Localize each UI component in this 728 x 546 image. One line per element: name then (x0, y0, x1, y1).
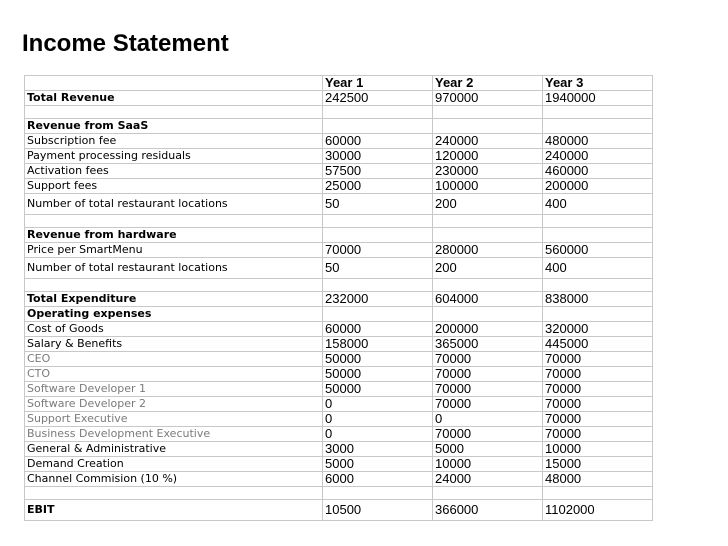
row-value-year-3: 838000 (543, 292, 653, 307)
row-value-year-2: 24000 (433, 472, 543, 487)
row-value-year-3: 460000 (543, 164, 653, 179)
table-row (25, 179, 653, 194)
row-label: Demand Creation (25, 457, 323, 472)
row-value-year-2: 240000 (433, 134, 543, 149)
table-row (25, 149, 653, 164)
row-label: CTO (25, 367, 323, 382)
row-value-year-3: 10000 (543, 442, 653, 457)
row-label: Business Development Executive (25, 427, 323, 442)
header-cell-label (25, 76, 323, 91)
row-value-year-1: 6000 (323, 472, 433, 487)
row-label: Number of total restaurant locations (25, 258, 323, 279)
row-value-year-1: 30000 (323, 149, 433, 164)
row-label: Salary & Benefits (25, 337, 323, 352)
row-value-year-3: 400 (543, 258, 653, 279)
header-row (25, 76, 653, 91)
row-value-year-3: 70000 (543, 352, 653, 367)
row-value-year-3: 70000 (543, 397, 653, 412)
row-value-year-2 (433, 228, 543, 243)
row-value-year-1: 0 (323, 427, 433, 442)
row-value-year-3: 445000 (543, 337, 653, 352)
row-value-year-1: 57500 (323, 164, 433, 179)
row-value-year-3: 15000 (543, 457, 653, 472)
table-row (25, 307, 653, 322)
row-value-year-1: 0 (323, 397, 433, 412)
row-value-year-2 (433, 279, 543, 292)
row-value-year-1: 232000 (323, 292, 433, 307)
row-value-year-3 (543, 307, 653, 322)
row-label: Number of total restaurant locations (25, 194, 323, 215)
table-row (25, 164, 653, 179)
table-row (25, 472, 653, 487)
row-value-year-3 (543, 106, 653, 119)
row-value-year-2: 10000 (433, 457, 543, 472)
row-value-year-1: 0 (323, 412, 433, 427)
row-label: Payment processing residuals (25, 149, 323, 164)
row-label: Software Developer 2 (25, 397, 323, 412)
row-value-year-1: 70000 (323, 243, 433, 258)
row-value-year-3: 1940000 (543, 91, 653, 106)
table-row-blank (25, 279, 653, 292)
row-value-year-1: 158000 (323, 337, 433, 352)
row-label: Cost of Goods (25, 322, 323, 337)
row-value-year-3: 70000 (543, 382, 653, 397)
row-value-year-2 (433, 106, 543, 119)
row-value-year-1: 60000 (323, 322, 433, 337)
table-row-blank (25, 487, 653, 500)
table-row (25, 337, 653, 352)
row-label (25, 487, 323, 500)
row-value-year-2: 366000 (433, 500, 543, 521)
row-label (25, 215, 323, 228)
row-value-year-3: 320000 (543, 322, 653, 337)
table-row-blank (25, 106, 653, 119)
table-row (25, 228, 653, 243)
row-value-year-1 (323, 279, 433, 292)
table-row-blank (25, 215, 653, 228)
row-value-year-2: 200 (433, 258, 543, 279)
row-value-year-3: 70000 (543, 412, 653, 427)
row-value-year-2: 970000 (433, 91, 543, 106)
row-value-year-1 (323, 307, 433, 322)
row-value-year-2: 70000 (433, 397, 543, 412)
row-label: Operating expenses (25, 307, 323, 322)
row-label: Support fees (25, 179, 323, 194)
row-value-year-1: 50000 (323, 352, 433, 367)
header-cell-year-2: Year 2 (433, 76, 543, 91)
row-label: Support Executive (25, 412, 323, 427)
row-value-year-1: 25000 (323, 179, 433, 194)
table-row (25, 119, 653, 134)
row-label: Total Expenditure (25, 292, 323, 307)
row-value-year-2 (433, 119, 543, 134)
row-value-year-2: 365000 (433, 337, 543, 352)
row-label: Revenue from SaaS (25, 119, 323, 134)
row-value-year-1: 3000 (323, 442, 433, 457)
row-label (25, 106, 323, 119)
row-value-year-2: 200 (433, 194, 543, 215)
row-value-year-2: 70000 (433, 382, 543, 397)
row-value-year-2: 280000 (433, 243, 543, 258)
row-value-year-3: 70000 (543, 427, 653, 442)
row-value-year-1: 5000 (323, 457, 433, 472)
row-value-year-3: 70000 (543, 367, 653, 382)
row-label: Price per SmartMenu (25, 243, 323, 258)
row-value-year-3: 480000 (543, 134, 653, 149)
row-label: Software Developer 1 (25, 382, 323, 397)
row-label (25, 279, 323, 292)
table-row (25, 457, 653, 472)
row-value-year-3: 48000 (543, 472, 653, 487)
table-row (25, 382, 653, 397)
row-value-year-1 (323, 106, 433, 119)
row-value-year-3: 200000 (543, 179, 653, 194)
row-label: Activation fees (25, 164, 323, 179)
row-value-year-2: 230000 (433, 164, 543, 179)
row-value-year-1 (323, 119, 433, 134)
row-value-year-2 (433, 487, 543, 500)
row-value-year-3 (543, 228, 653, 243)
row-value-year-1 (323, 487, 433, 500)
row-value-year-2: 604000 (433, 292, 543, 307)
table-row (25, 194, 653, 215)
row-value-year-3 (543, 119, 653, 134)
row-value-year-2: 100000 (433, 179, 543, 194)
row-value-year-3 (543, 215, 653, 228)
income-statement-table (24, 75, 653, 521)
row-label: Revenue from hardware (25, 228, 323, 243)
row-value-year-1: 50 (323, 258, 433, 279)
table-row-ebit (25, 500, 653, 521)
row-value-year-2: 120000 (433, 149, 543, 164)
table-row (25, 258, 653, 279)
row-value-year-1: 10500 (323, 500, 433, 521)
table-row (25, 367, 653, 382)
row-value-year-3: 560000 (543, 243, 653, 258)
row-value-year-1 (323, 215, 433, 228)
row-value-year-3: 400 (543, 194, 653, 215)
row-value-year-2: 5000 (433, 442, 543, 457)
row-value-year-3: 1102000 (543, 500, 653, 521)
table-row (25, 427, 653, 442)
row-value-year-1 (323, 228, 433, 243)
row-value-year-1: 242500 (323, 91, 433, 106)
page-title: Income Statement (22, 30, 229, 57)
row-value-year-2 (433, 215, 543, 228)
header-cell-year-1: Year 1 (323, 76, 433, 91)
row-label: Total Revenue (25, 91, 323, 106)
row-value-year-3 (543, 279, 653, 292)
header-cell-year-3: Year 3 (543, 76, 653, 91)
row-value-year-2: 70000 (433, 367, 543, 382)
row-value-year-1: 60000 (323, 134, 433, 149)
row-value-year-2 (433, 307, 543, 322)
row-label: EBIT (25, 500, 323, 521)
table-row (25, 322, 653, 337)
table-row (25, 412, 653, 427)
table-row (25, 91, 653, 106)
row-value-year-2: 70000 (433, 352, 543, 367)
table-row (25, 352, 653, 367)
table-row (25, 442, 653, 457)
table-row (25, 397, 653, 412)
row-value-year-1: 50000 (323, 367, 433, 382)
row-label: Subscription fee (25, 134, 323, 149)
row-label: CEO (25, 352, 323, 367)
row-label: Channel Commision (10 %) (25, 472, 323, 487)
table-row (25, 243, 653, 258)
table-row (25, 292, 653, 307)
table-row (25, 134, 653, 149)
row-value-year-3 (543, 487, 653, 500)
row-label: General & Administrative (25, 442, 323, 457)
row-value-year-2: 200000 (433, 322, 543, 337)
row-value-year-3: 240000 (543, 149, 653, 164)
row-value-year-1: 50 (323, 194, 433, 215)
row-value-year-1: 50000 (323, 382, 433, 397)
row-value-year-2: 70000 (433, 427, 543, 442)
row-value-year-2: 0 (433, 412, 543, 427)
